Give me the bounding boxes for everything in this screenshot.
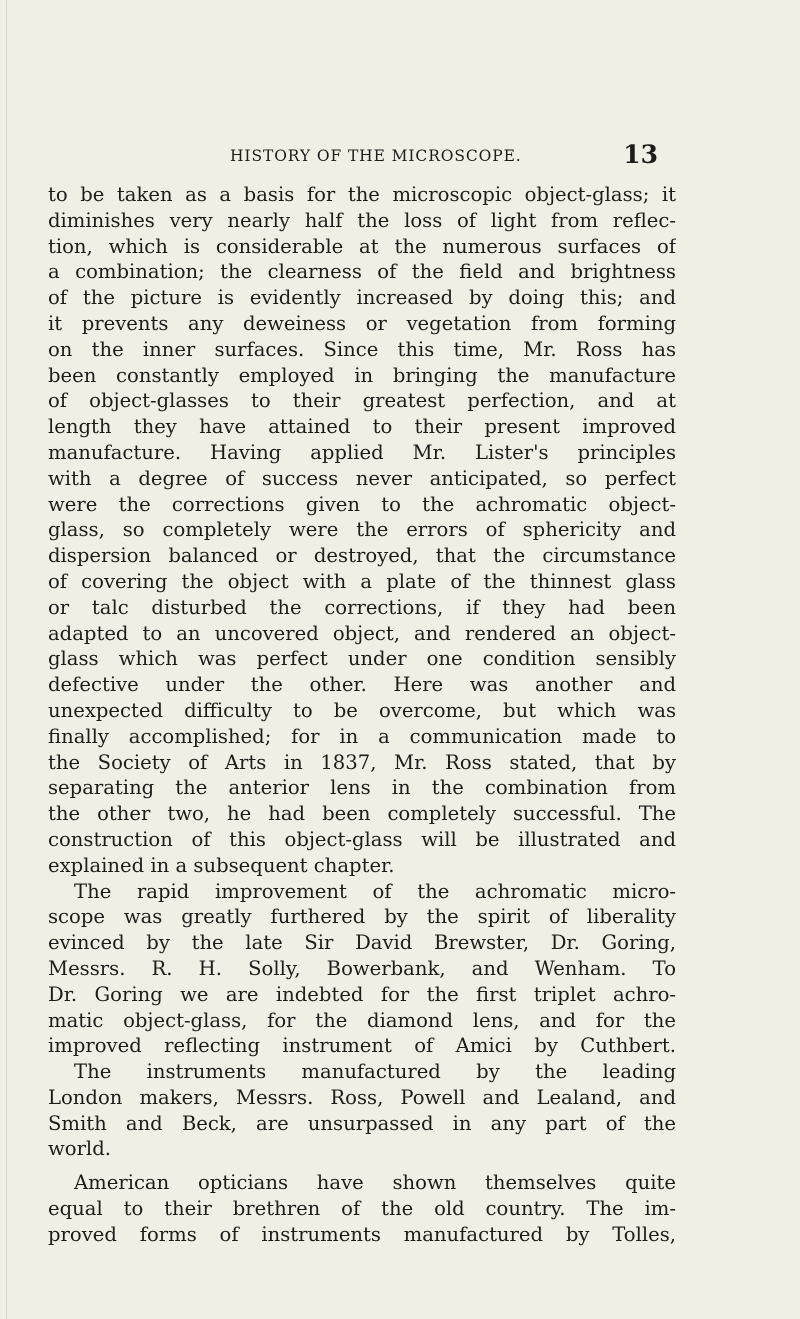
text-line: Smith and Beck, are unsurpassed in any part of the <box>48 1111 676 1135</box>
text-line: of covering the object with a plate of the thinnest glass <box>48 569 676 593</box>
text-line: tion, which is considerable at the numerous surfaces of <box>48 234 676 258</box>
text-line: London makers, Messrs. Ross, Powell and Lealand, and <box>48 1085 676 1109</box>
text-line: of object-glasses to their greatest perfection, and at <box>48 389 676 413</box>
text-line: scope was greatly furthered by the spirit of liberality <box>48 905 676 929</box>
text-line: Dr. Goring we are indebted for the first triplet achro- <box>48 982 676 1006</box>
text-line: the other two, he had been completely successful. The <box>48 802 676 826</box>
text-line: defective under the other. Here was another and <box>48 673 676 697</box>
text-line: were the corrections given to the achromatic object- <box>48 492 676 516</box>
text-line: to be taken as a basis for the microscopic object-glass; it <box>48 183 676 206</box>
text-line: diminishes very nearly half the loss of light from reflec- <box>48 208 676 232</box>
text-line: glass, so completely were the errors of sphericity and <box>48 518 676 542</box>
text-line: construction of this object-glass will be illustrated and <box>48 827 676 851</box>
text-line: finally accomplished; for in a communication made to <box>48 724 676 748</box>
text-line: matic object-glass, for the diamond lens, and for the <box>48 1008 676 1032</box>
text-line: or talc disturbed the corrections, if they had been <box>48 595 676 619</box>
text-line: with a degree of success never anticipated, so perfect <box>48 466 676 490</box>
text-line: improved reflecting instrument of Amici by Cuthbert. <box>48 1034 676 1058</box>
text-line: equal to their brethren of the old country. The im- <box>48 1197 676 1221</box>
text-line: it prevents any deweiness or vegetation from forming <box>48 311 676 335</box>
text-line: adapted to an uncovered object, and rendered an object- <box>48 621 676 645</box>
paragraph-gap <box>48 1162 676 1170</box>
text-line: world. <box>48 1137 111 1161</box>
text-line: manufacture. Having applied Mr. Lister's principles <box>48 440 676 464</box>
paragraph-first-line: American opticians have shown themselves quite <box>74 1171 676 1195</box>
text-line: evinced by the late Sir David Brewster, Dr. Goring, <box>48 931 676 955</box>
text-line: unexpected difficulty to be overcome, but which was <box>48 698 676 722</box>
paragraph-first-line: The instruments manufactured by the leading <box>74 1060 676 1084</box>
text-line: length they have attained to their present improved <box>48 415 676 439</box>
text-line: glass which was perfect under one condition sensibly <box>48 647 676 671</box>
text-line: explained in a subsequent chapter. <box>48 853 395 877</box>
page-number: 13 <box>623 140 658 169</box>
text-line: proved forms of instruments manufactured by Tolles, <box>48 1222 676 1246</box>
text-line: the Society of Arts in 1837, Mr. Ross stated, that by <box>48 750 676 774</box>
text-line: dispersion balanced or destroyed, that the circumstance <box>48 544 676 568</box>
page-edge <box>6 0 7 1319</box>
running-head: HISTORY OF THE MICROSCOPE. <box>230 147 522 165</box>
text-line: a combination; the clearness of the field and brightness <box>48 260 676 284</box>
text-line: of the picture is evidently increased by doing this; and <box>48 286 676 310</box>
text-line: on the inner surfaces. Since this time, Mr. Ross has <box>48 337 676 361</box>
text-line: been constantly employed in bringing the manufacture <box>48 363 676 387</box>
text-line: Messrs. R. H. Solly, Bowerbank, and Wenham. To <box>48 956 676 980</box>
paragraph-first-line: The rapid improvement of the achromatic micro- <box>74 879 676 903</box>
page-header <box>230 140 658 176</box>
text-line: separating the anterior lens in the combination from <box>48 776 676 800</box>
body-text <box>48 182 676 1248</box>
